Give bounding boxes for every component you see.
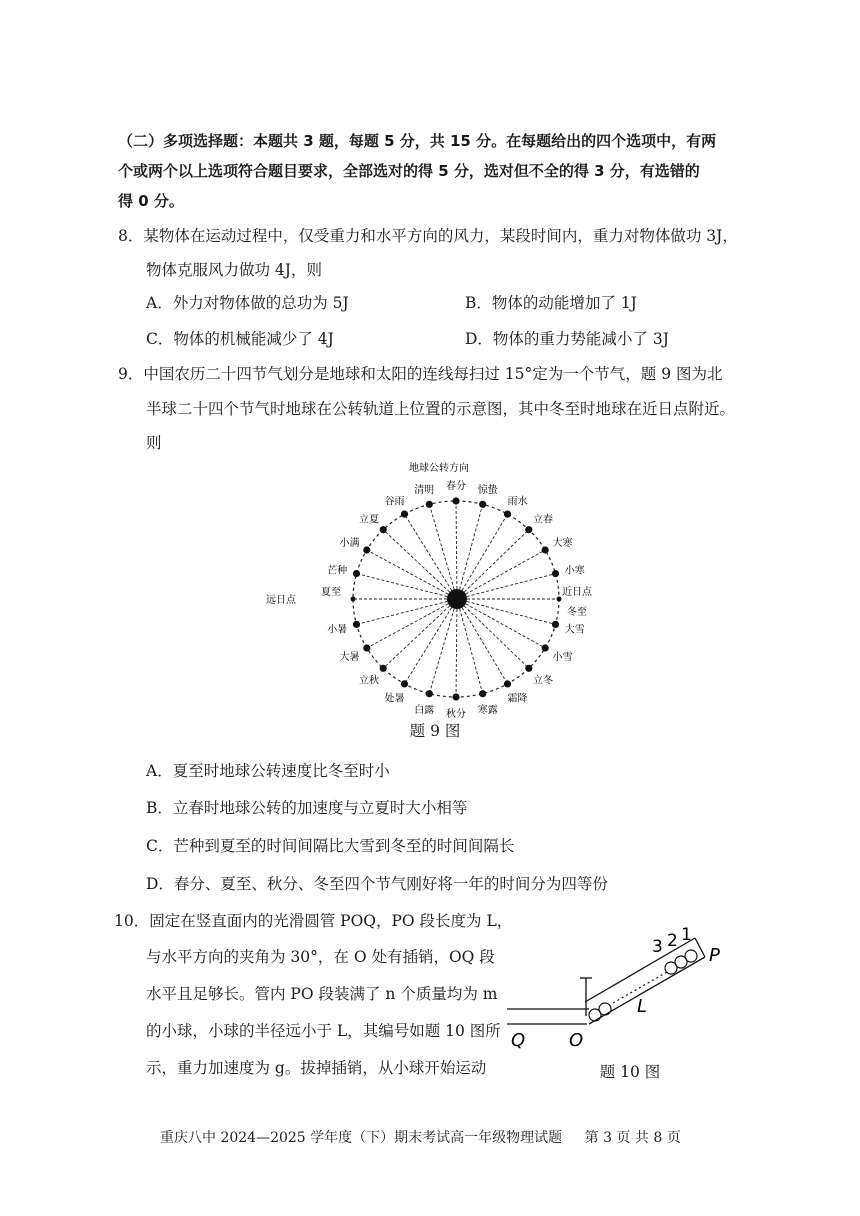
solar-term-label: 小暑 <box>327 624 348 636</box>
earth-position-dot <box>504 511 511 518</box>
earth-position-dot <box>552 621 559 628</box>
earth-position-dot <box>426 690 433 697</box>
sun-earth-line <box>357 599 458 624</box>
earth-position-dot <box>542 644 549 651</box>
earth-position-dot <box>557 597 562 602</box>
ball-1 <box>685 950 697 962</box>
sun-earth-line <box>457 599 556 624</box>
ball-label-2: 2 <box>667 931 678 951</box>
section-header-line2: 个或两个以上选项符合题目要求，全部选对的得 5 分，选对但不全的得 3 分，有选错的 <box>118 162 700 180</box>
q8-option-d: D．物体的重力势能减小了 3J <box>465 330 669 348</box>
earth-position-dot <box>401 511 408 518</box>
section-header-line3: 得 0 分。 <box>118 192 184 210</box>
sun-earth-line <box>457 530 529 599</box>
q10-stem-line5: 示，重力加速度为 g。拔掉插销，从小球开始运动 <box>146 1059 487 1077</box>
label-p: P <box>709 945 720 966</box>
label-o: O <box>569 1030 584 1051</box>
solar-term-label: 谷雨 <box>384 496 405 508</box>
sun-earth-line <box>367 550 457 599</box>
solar-term-label: 霜降 <box>507 693 528 705</box>
page-footer <box>160 1127 699 1147</box>
figure9-caption: 题 9 图 <box>409 722 461 740</box>
solar-term-label: 夏至 <box>321 587 341 598</box>
q9-option-b: B．立春时地球公转的加速度与立夏时大小相等 <box>146 799 468 817</box>
ball-label-1: 1 <box>681 925 692 945</box>
tube-diagram <box>505 920 740 1060</box>
solar-term-label: 寒露 <box>477 705 498 717</box>
solar-term-label: 雨水 <box>507 496 528 508</box>
aphelion-label: 远日点 <box>266 595 296 606</box>
sun-earth-line <box>457 599 483 694</box>
perihelion-label: 近日点 <box>562 587 592 598</box>
sun-earth-line <box>457 550 545 599</box>
q8-stem-line1: 8．某物体在运动过程中，仅受重力和水平方向的风力，某段时间内，重力对物体做功 3J， <box>118 227 738 245</box>
q8-stem-line2: 物体克服风力做功 4J，则 <box>146 261 323 279</box>
orbit-diagram <box>250 455 610 720</box>
solar-term-label: 大雪 <box>564 624 585 636</box>
earth-position-dot <box>380 665 387 672</box>
q10-stem-line4: 的小球，小球的半径远小于 L，其编号如题 10 图所 <box>146 1022 501 1040</box>
solar-term-label: 立春 <box>533 514 553 526</box>
sun-earth-line <box>383 530 457 599</box>
solar-term-label: 秋分 <box>446 709 466 720</box>
earth-position-dot <box>452 497 459 504</box>
earth-position-dot <box>426 501 433 508</box>
solar-term-label: 立秋 <box>359 675 379 687</box>
q9-option-d: D．春分、夏至、秋分、冬至四个节气刚好将一年的时间分为四等份 <box>146 875 608 893</box>
earth-position-dot <box>479 690 486 697</box>
solar-term-label: 大暑 <box>339 652 360 663</box>
sun-earth-line <box>457 504 483 599</box>
solar-term-label: 小满 <box>339 538 360 549</box>
earth-position-dot <box>542 546 549 553</box>
earth-position-dot <box>353 570 360 577</box>
solar-term-label: 大寒 <box>552 538 573 549</box>
earth-position-dot <box>525 526 532 533</box>
q8-option-b: B．物体的动能增加了 1J <box>465 294 637 312</box>
orbit-direction-title: 地球公转方向 <box>409 463 469 474</box>
solar-term-label: 小寒 <box>564 565 585 577</box>
solar-term-label: 白露 <box>414 705 435 717</box>
sun-earth-line <box>383 599 457 668</box>
label-q: Q <box>511 1030 526 1051</box>
solar-term-label: 芒种 <box>327 565 348 577</box>
earth-position-dot <box>552 570 559 577</box>
ball-bottom-2 <box>599 1003 611 1015</box>
q9-option-a: A．夏至时地球公转速度比冬至时小 <box>146 762 390 780</box>
tube-po-top <box>585 938 695 1002</box>
sun-earth-line <box>456 501 457 599</box>
solar-term-label: 小雪 <box>552 652 573 663</box>
footer-title: 重庆八中 2024—2025 学年度（下）期末考试高一年级物理试题 <box>160 1130 563 1146</box>
earth-position-dot <box>380 526 387 533</box>
sun-earth-line <box>457 599 545 648</box>
footer-page-number: 第 3 页 共 8 页 <box>584 1130 681 1146</box>
q9-stem-line3: 则 <box>146 434 162 452</box>
q9-stem-line2: 半球二十四个节气时地球在公转轨道上位置的示意图，其中冬至时地球在近日点附近。 <box>146 400 736 418</box>
earth-position-dot <box>504 680 511 687</box>
sun <box>447 589 467 609</box>
label-l: L <box>637 996 648 1017</box>
q10-stem-line1: 10．固定在竖直面内的光滑圆管 POQ，PO 段长度为 L， <box>114 912 513 930</box>
sun-earth-line <box>457 514 508 599</box>
earth-position-dot <box>351 597 356 602</box>
solar-term-label: 处暑 <box>384 693 405 705</box>
solar-term-label: 冬至 <box>567 607 587 618</box>
sun-earth-line <box>456 599 457 697</box>
sun-earth-line <box>429 504 457 599</box>
section-header-line1: （二）多项选择题：本题共 3 题，每题 5 分，共 15 分。在每题给出的四个选项中，有两 <box>118 132 717 150</box>
q8-option-a: A．外力对物体做的总功为 5J <box>146 294 349 312</box>
q10-stem-line2: 与水平方向的夹角为 30°，在 O 处有插销，OQ 段 <box>146 948 495 966</box>
sun-earth-line <box>429 599 457 694</box>
sun-earth-line <box>367 599 457 648</box>
earth-position-dot <box>363 644 370 651</box>
figure10-caption: 题 10 图 <box>599 1063 661 1081</box>
solar-term-label: 立冬 <box>533 675 553 687</box>
earth-position-dot <box>363 546 370 553</box>
q10-stem-line3: 水平且足够长。管内 PO 段装满了 n 个质量均为 m <box>146 985 498 1003</box>
q9-stem-line1: 9．中国农历二十四节气划分是地球和太阳的连线每扫过 15°定为一个节气，题 9 图为北 <box>118 365 723 383</box>
earth-position-dot <box>452 693 459 700</box>
solar-term-label: 立夏 <box>359 514 379 526</box>
solar-term-label: 惊蛰 <box>477 484 498 496</box>
sun-earth-line <box>457 599 508 684</box>
earth-position-dot <box>479 501 486 508</box>
solar-term-label: 清明 <box>414 484 435 496</box>
earth-position-dot <box>353 621 360 628</box>
earth-position-dot <box>401 680 408 687</box>
sun-earth-line <box>457 574 556 599</box>
earth-position-dot <box>525 665 532 672</box>
solar-term-label: 春分 <box>446 481 466 492</box>
q9-option-c: C．芒种到夏至的时间间隔比大雪到冬至的时间间隔长 <box>146 837 515 855</box>
ball-label-3: 3 <box>652 937 663 957</box>
sun-earth-line <box>357 574 458 599</box>
q8-option-c: C．物体的机械能减少了 4J <box>146 330 334 348</box>
sun-earth-line <box>457 599 529 668</box>
